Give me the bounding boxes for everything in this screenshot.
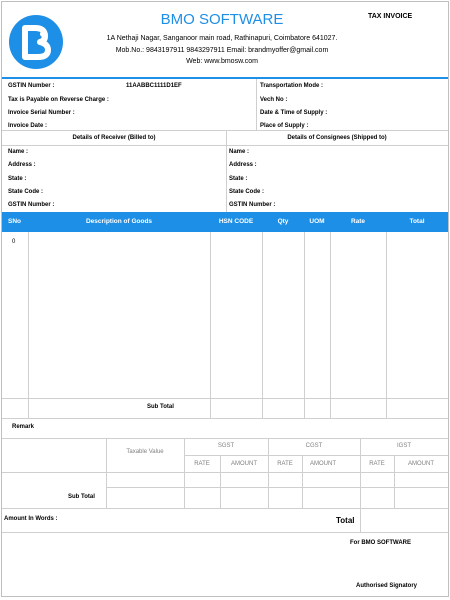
tax-col-line bbox=[106, 438, 107, 508]
consignee-title: Details of Consignees (Shipped to) bbox=[287, 135, 387, 141]
divider bbox=[2, 145, 448, 146]
party-divider bbox=[226, 130, 227, 212]
gstin-label: GSTIN Number : bbox=[8, 83, 55, 89]
receiver-address: Address : bbox=[8, 162, 36, 168]
document-title: TAX INVOICE bbox=[368, 13, 413, 20]
col-line bbox=[262, 232, 263, 418]
invoice-page bbox=[1, 1, 449, 597]
divider bbox=[2, 438, 448, 439]
invoice-date-label: Invoice Date : bbox=[8, 123, 48, 129]
consignee-name: Name : bbox=[229, 149, 250, 155]
col-sno: SNo bbox=[8, 218, 21, 225]
remark-label: Remark bbox=[12, 424, 35, 430]
col-description: Description of Goods bbox=[85, 218, 153, 225]
divider bbox=[106, 487, 448, 488]
company-address: 1A Nethaji Nagar, Sanganoor main road, Rathinapuri, Coimbatore 641027. bbox=[106, 35, 338, 42]
company-name: BMO SOFTWARE bbox=[160, 11, 284, 28]
sgst-label: SGST bbox=[217, 443, 235, 449]
taxable-value-label: Taxable Value bbox=[126, 449, 164, 455]
igst-label: IGST bbox=[396, 443, 411, 449]
col-rate: Rate bbox=[350, 218, 366, 225]
cgst-label: CGST bbox=[305, 443, 323, 449]
supply-date-label: Date & Time of Supply : bbox=[260, 110, 328, 116]
gstin-value: 11AABBC1111D1EF bbox=[126, 83, 182, 89]
col-line bbox=[330, 232, 331, 418]
table-row-sno: 0 bbox=[12, 239, 16, 245]
company-contact: Mob.No.: 9843197911 9843297911 Email: brandmyoffer@gmail.com bbox=[115, 47, 329, 54]
authorised-signatory: Authorised Signatory bbox=[356, 583, 418, 589]
consignee-state: State : bbox=[229, 176, 248, 182]
igst-amount-label: AMOUNT bbox=[408, 461, 434, 467]
divider bbox=[2, 532, 448, 533]
amount-in-words-label: Amount In Words : bbox=[4, 516, 58, 522]
for-company-label: For BMO SOFTWARE bbox=[350, 540, 411, 546]
col-qty: Qty bbox=[277, 218, 289, 225]
receiver-state-code: State Code : bbox=[8, 189, 44, 195]
consignee-address: Address : bbox=[229, 162, 257, 168]
consignee-gstin: GSTIN Number : bbox=[229, 202, 276, 208]
company-logo bbox=[8, 14, 64, 70]
consignee-state-code: State Code : bbox=[229, 189, 265, 195]
receiver-title: Details of Receiver (Billed to) bbox=[72, 135, 156, 141]
cgst-rate-label: RATE bbox=[277, 461, 293, 467]
col-line bbox=[304, 232, 305, 418]
col-total: Total bbox=[409, 218, 425, 225]
col-uom: UOM bbox=[309, 218, 325, 225]
divider bbox=[2, 472, 448, 473]
divider bbox=[2, 508, 448, 509]
reverse-charge-label: Tax is Payable on Reverse Charge : bbox=[8, 97, 109, 103]
col-line bbox=[386, 232, 387, 418]
receiver-name: Name : bbox=[8, 149, 29, 155]
total-divider bbox=[360, 508, 361, 532]
company-web: Web: www.bmosw.com bbox=[186, 58, 258, 65]
divider bbox=[2, 130, 448, 131]
col-line bbox=[210, 232, 211, 418]
supply-place-label: Place of Supply : bbox=[260, 123, 309, 129]
info-divider bbox=[256, 79, 257, 130]
vehicle-no-label: Vech No : bbox=[260, 97, 288, 103]
total-label: Total bbox=[336, 516, 355, 525]
tax-subtotal-label: Sub Total bbox=[68, 494, 95, 500]
items-table-header bbox=[2, 212, 448, 232]
sgst-amount-label: AMOUNT bbox=[231, 461, 257, 467]
divider bbox=[184, 455, 448, 456]
divider bbox=[2, 418, 448, 419]
transport-mode-label: Transportation Mode : bbox=[260, 83, 323, 89]
invoice-serial-label: Invoice Serial Number : bbox=[8, 110, 75, 116]
col-hsn: HSN CODE bbox=[218, 218, 254, 225]
receiver-gstin: GSTIN Number : bbox=[8, 202, 55, 208]
sgst-rate-label: RATE bbox=[194, 461, 210, 467]
divider bbox=[2, 398, 448, 399]
col-line bbox=[28, 232, 29, 418]
header-divider bbox=[2, 77, 448, 79]
cgst-amount-label: AMOUNT bbox=[310, 461, 336, 467]
receiver-state: State : bbox=[8, 176, 27, 182]
items-subtotal-label: Sub Total bbox=[147, 404, 174, 410]
igst-rate-label: RATE bbox=[369, 461, 385, 467]
